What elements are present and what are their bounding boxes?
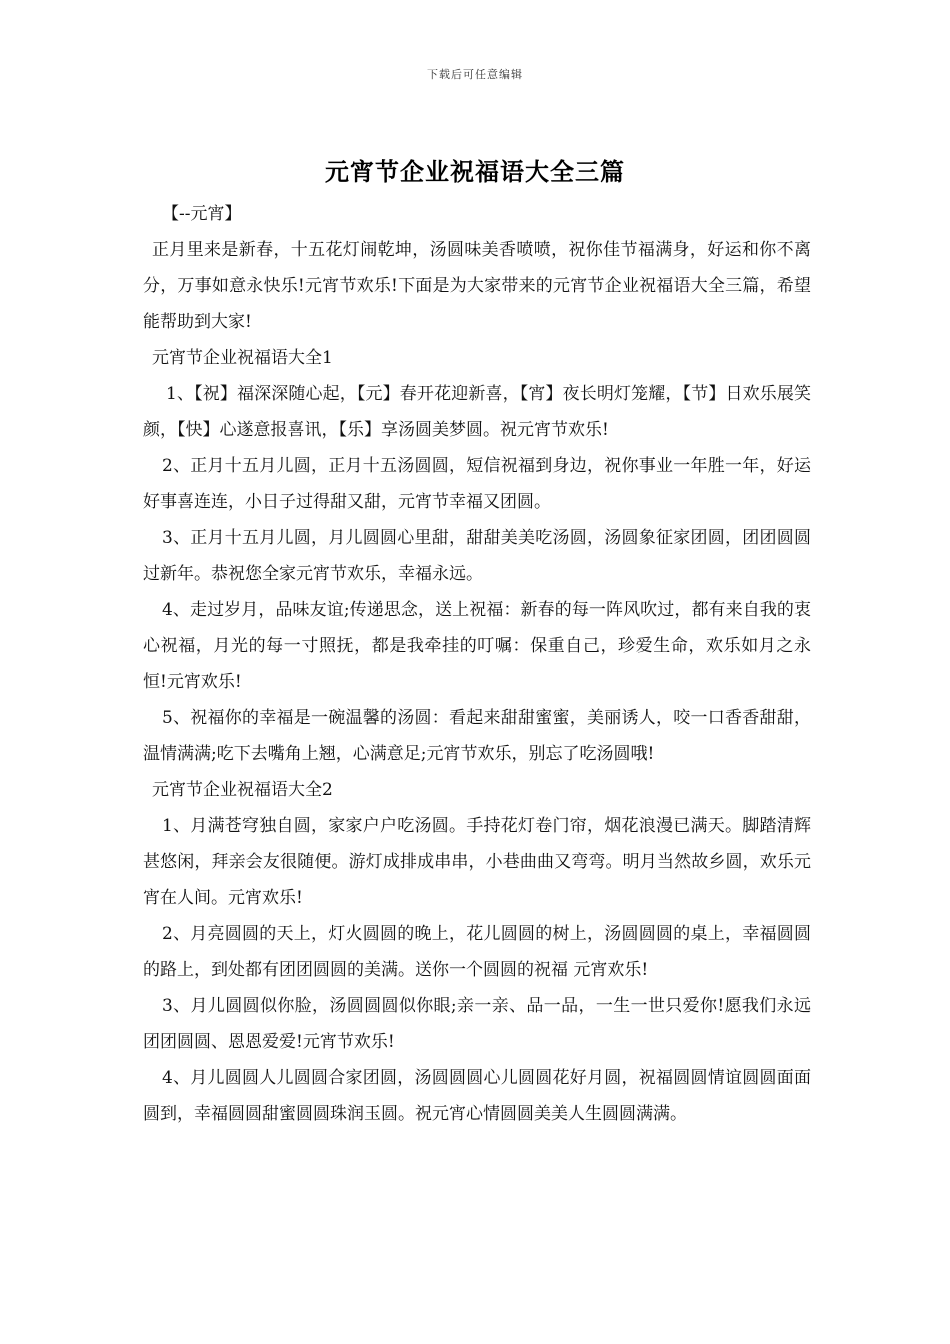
- header-note: 下载后可任意编辑: [427, 68, 523, 81]
- greeting-item: 3、月儿圆圆似你脸，汤圆圆圆似你眼;亲一亲、品一品，一生一世只爱你!愿我们永远团团圆圆、恩恩爱爱!元宵节欢乐!: [143, 996, 811, 1052]
- document-title: 元宵节企业祝福语大全三篇: [325, 157, 625, 186]
- greeting-item: 5、祝福你的幸福是一碗温馨的汤圆：看起来甜甜蜜蜜，美丽诱人，咬一口香香甜甜，温情满满;吃下去嘴角上翘，心满意足;元宵节欢乐，别忘了吃汤圆哦!: [143, 708, 811, 764]
- greeting-item: 4、走过岁月，品味友谊;传递思念，送上祝福：新春的每一阵风吹过，都有来自我的衷心祝福，月光的每一寸照抚，都是我牵挂的叮嘱：保重自己，珍爱生命，欢乐如月之永恒!元宵欢乐!: [143, 600, 811, 692]
- greeting-item: 3、正月十五月儿圆，月儿圆圆心里甜，甜甜美美吃汤圆，汤圆象征家团圆，团团圆圆过新年。恭祝您全家元宵节欢乐，幸福永远。: [143, 528, 811, 584]
- greeting-item: 2、月亮圆圆的天上，灯火圆圆的晚上，花儿圆圆的树上，汤圆圆圆的桌上，幸福圆圆的路上，到处都有团团圆圆的美满。送你一个圆圆的祝福 元宵欢乐!: [143, 924, 811, 980]
- greeting-item: 2、正月十五月儿圆，正月十五汤圆圆，短信祝福到身边，祝你事业一年胜一年，好运好事喜连连，小日子过得甜又甜，元宵节幸福又团圆。: [143, 456, 811, 512]
- section-heading-2: 元宵节企业祝福语大全2: [152, 780, 333, 800]
- document-body: [143, 196, 811, 1132]
- greeting-item: 1、【祝】福深深随心起，【元】春开花迎新喜，【宵】夜长明灯笼耀，【节】日欢乐展笑颜，【快】心遂意报喜讯，【乐】享汤圆美梦圆。祝元宵节欢乐!: [143, 384, 811, 440]
- category-tag: 【--元宵】: [162, 204, 242, 224]
- greeting-item: 4、月儿圆圆人儿圆圆合家团圆，汤圆圆圆心儿圆圆花好月圆，祝福圆圆情谊圆圆面面圆到，幸福圆圆甜蜜圆圆珠润玉圆。祝元宵心情圆圆美美人生圆圆满满。: [143, 1068, 811, 1124]
- intro-paragraph: 正月里来是新春，十五花灯闹乾坤，汤圆味美香喷喷，祝你佳节福满身，好运和你不离分，万事如意永快乐!元宵节欢乐!下面是为大家带来的元宵节企业祝福语大全三篇，希望能帮助到大家!: [143, 240, 811, 332]
- section-heading-1: 元宵节企业祝福语大全1: [152, 348, 333, 368]
- greeting-item: 1、月满苍穹独自圆，家家户户吃汤圆。手持花灯卷门帘，烟花浪漫已满天。脚踏清辉甚悠闲，拜亲会友很随便。游灯成排成串串，小巷曲曲又弯弯。明月当然故乡圆，欢乐元宵在人间。元宵欢乐!: [143, 816, 811, 908]
